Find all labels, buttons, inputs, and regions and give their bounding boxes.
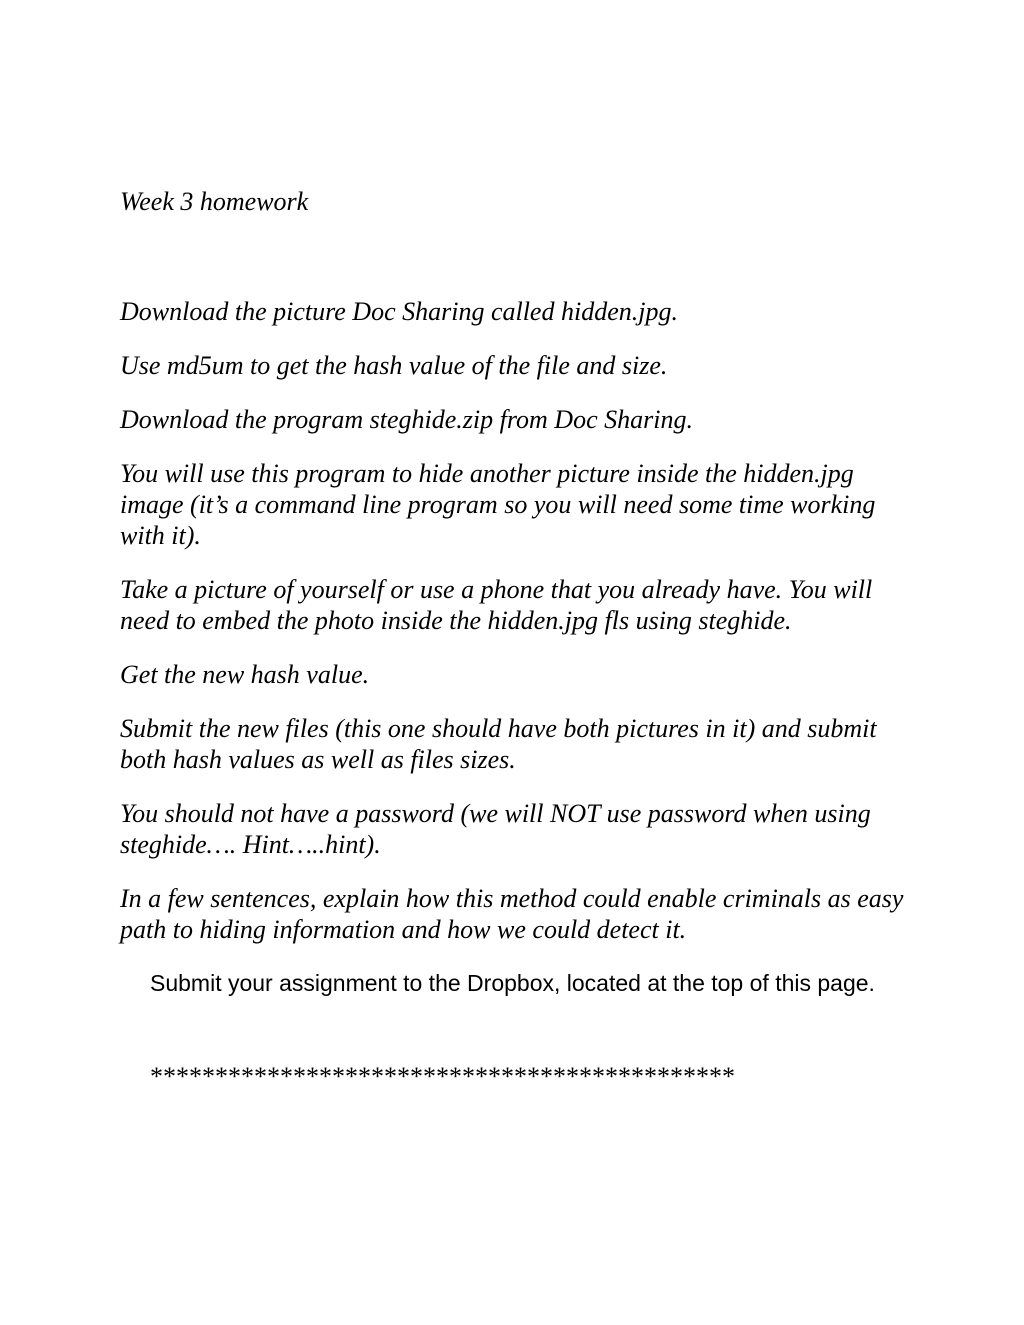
instruction-new-hash: Get the new hash value. (120, 660, 370, 689)
instruction-no-password: You should not have a password (we will NOT use password when using steghide…. Hint…..hint). (120, 799, 871, 859)
instruction-md5-hash: Use md5um to get the hash value of the file and size. (120, 351, 668, 380)
instruction-hide-picture: You will use this program to hide another picture inside the hidden.jpg image (it’s a command line program so you will need some time working with it). (120, 459, 876, 550)
instruction-embed-photo: Take a picture of yourself or use a phone that you already have. You will need to embed the photo inside the hidden.jpg fls using steghide. (120, 575, 873, 635)
submission-note: Submit your assignment to the Dropbox, located at the top of this page. (150, 970, 875, 996)
separator-line: ********************************************* (150, 1062, 735, 1091)
instruction-download-picture: Download the picture Doc Sharing called hidden.jpg. (120, 297, 678, 326)
instruction-submit-files: Submit the new files (this one should have both pictures in it) and submit both hash values as well as files sizes. (120, 714, 877, 774)
instruction-download-steghide: Download the program steghide.zip from Doc Sharing. (120, 405, 693, 434)
instruction-explain-method: In a few sentences, explain how this method could enable criminals as easy path to hiding information and how we could detect it. (120, 884, 904, 944)
document-title: Week 3 homework (120, 187, 309, 216)
